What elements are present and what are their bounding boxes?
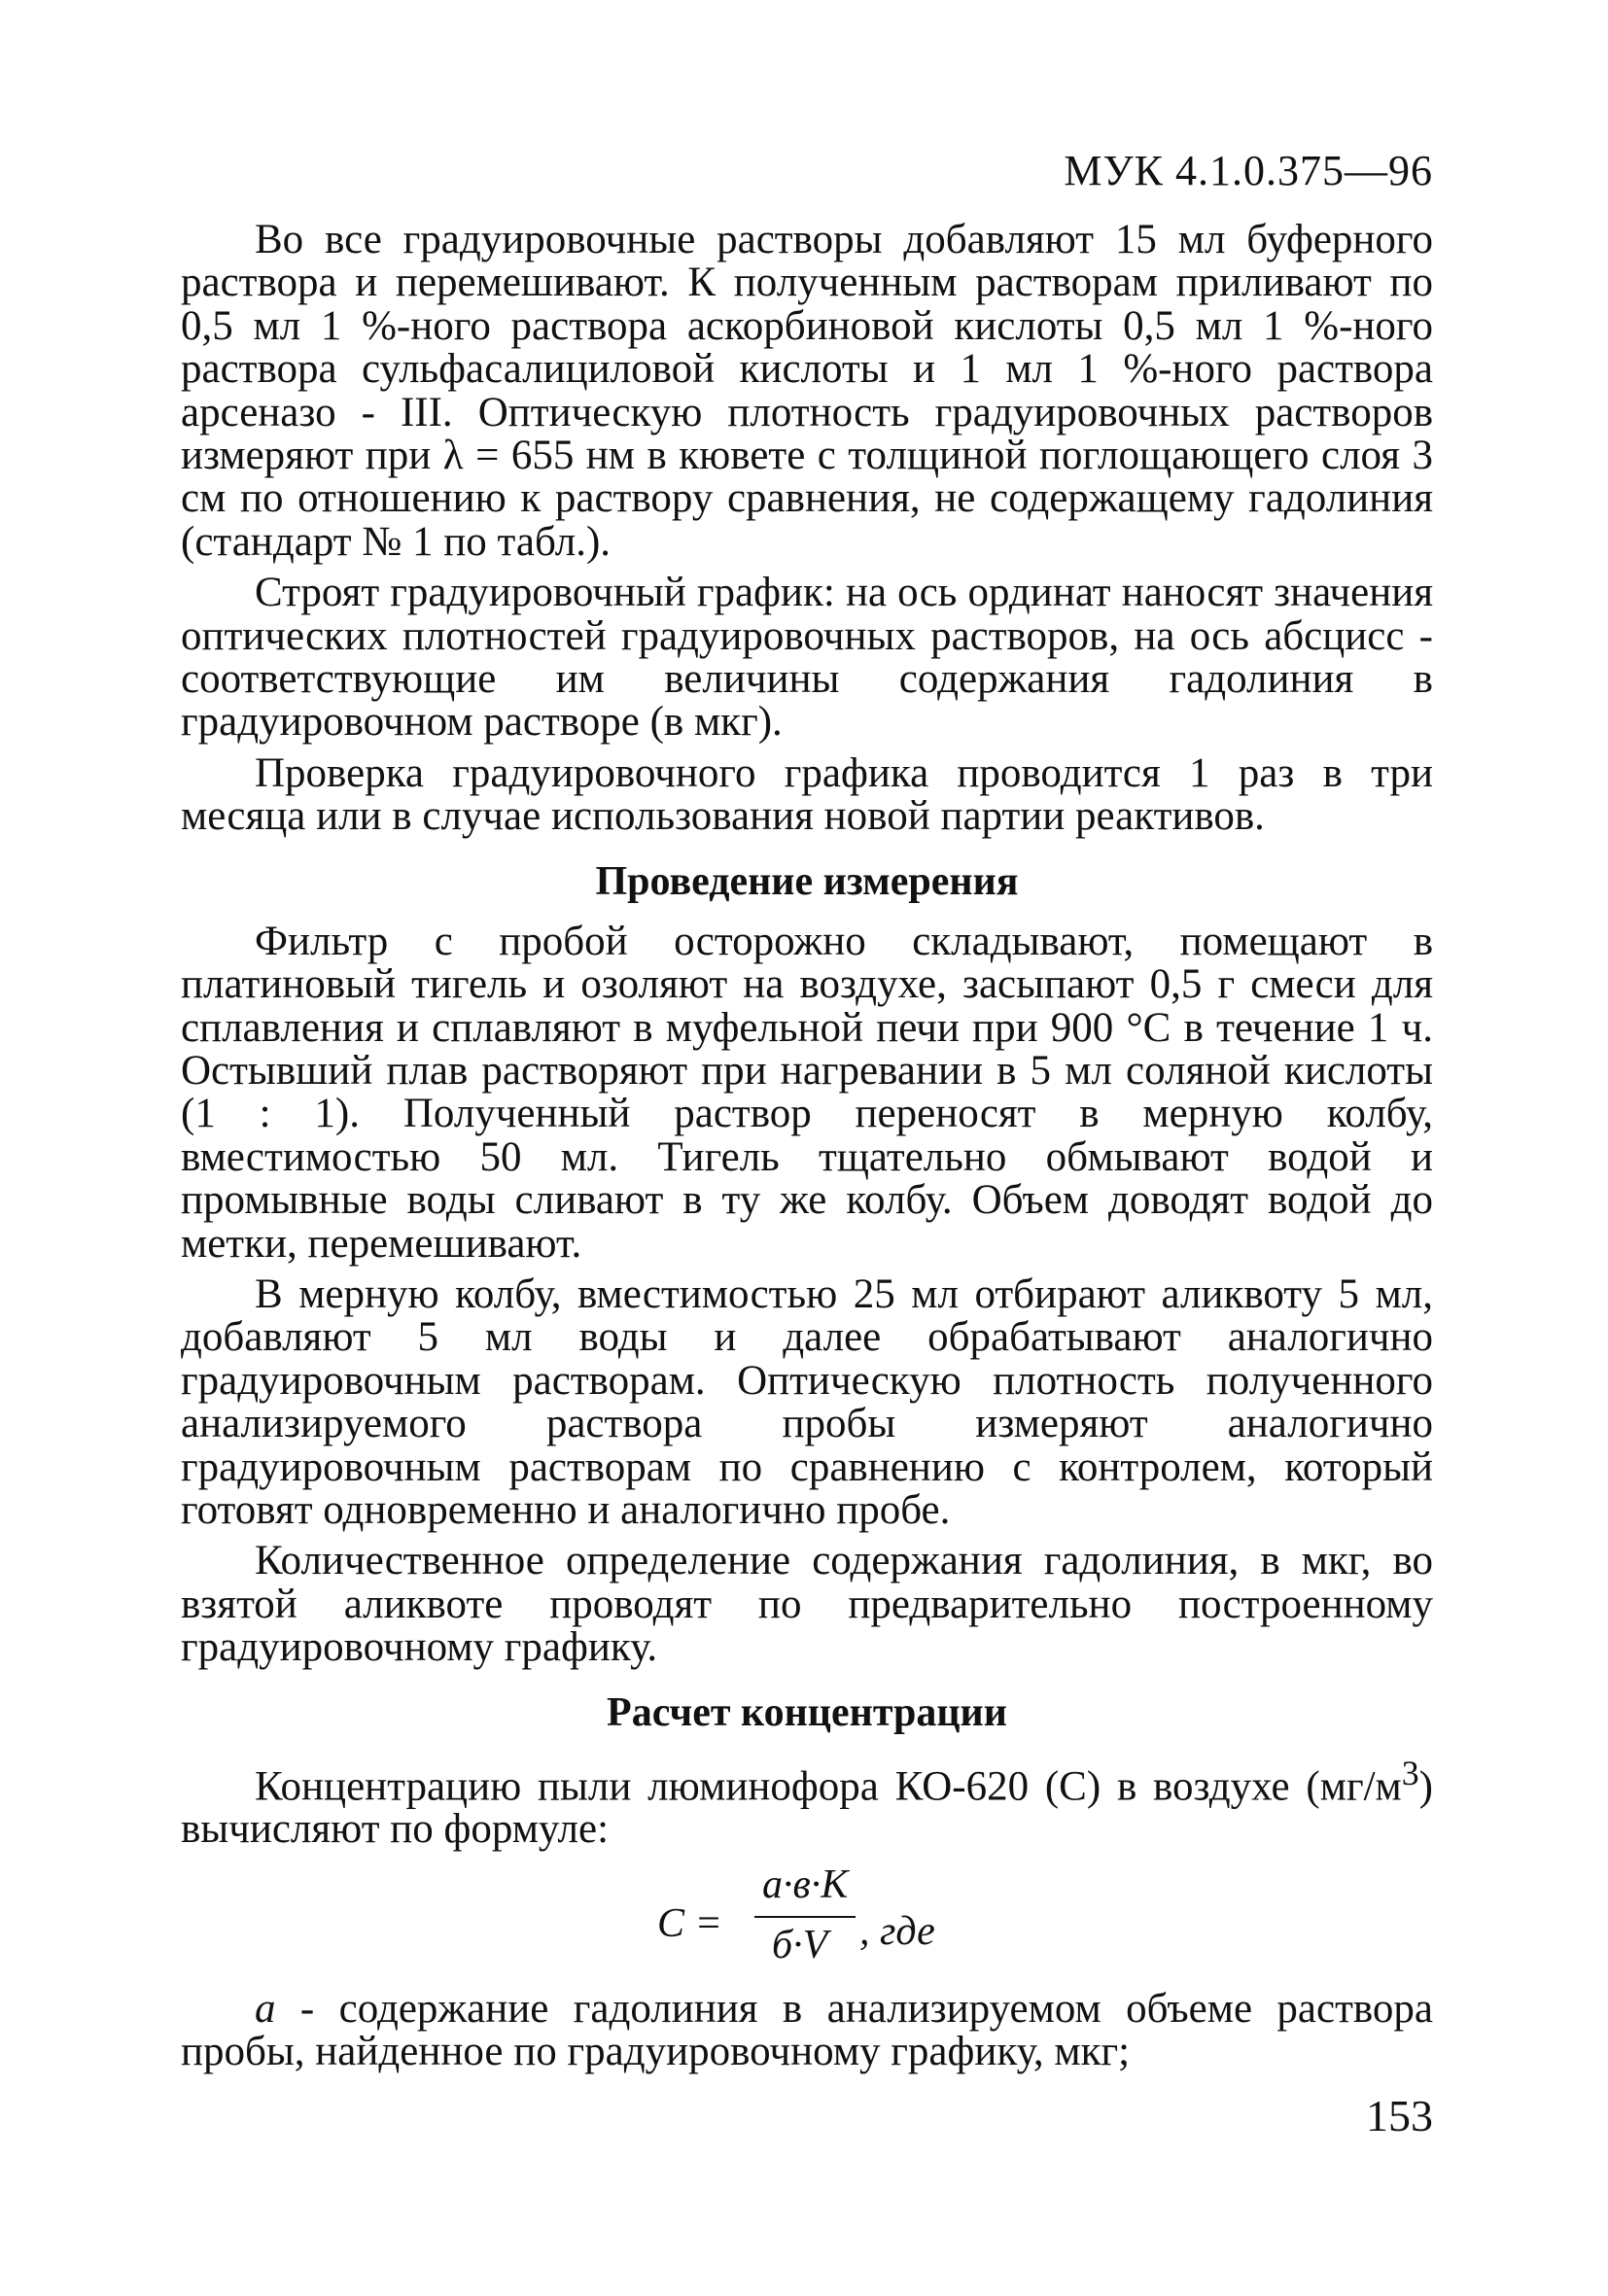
paragraph-aliquot: В мерную колбу, вместимостью 25 мл отбирают аликвоту 5 мл, добавляют 5 мл воды и далее обрабатывают аналогично градуировочным растворам. Оптическую плотность полученного анализируемого раствора пробы измеряют аналогично градуировочным растворам по сравнению с контролем, который готовят одновременно и аналогично пробе. [181, 1270, 1433, 1533]
superscript-three: 3 [1401, 1753, 1419, 1792]
formula-numerator: а·в·К [762, 1861, 849, 1907]
page-number: 153 [1366, 2091, 1433, 2140]
definition-a [181, 1985, 1433, 2075]
intro-text-end: ) вычисляют по формуле: [181, 1762, 1433, 1853]
formula-lhs: С = [657, 1900, 722, 1946]
heading-measurement: Проведение измерения [595, 858, 1019, 904]
paragraph-buffer-solutions: Во все градуировочные растворы добавляют 15 мл буферного раствора и перемешивают. К полученным растворам приливают по 0,5 мл 1 %-ного раствора аскорбиновой кислоты 0,5 мл 1 %-ного раствора сульфасалициловой кислоты и 1 мл 1 %-ного раствора арсеназо - III. Оптическую плотность градуировочных растворов измеряют при λ = 655 нм в кювете с толщиной поглощающего слоя 3 см по отношению к раствору сравнения, не содержащему гадолиния (стандарт № 1 по табл.). [181, 217, 1433, 565]
formula-denominator: б·V [772, 1922, 828, 1967]
document-code: МУК 4.1.0.375—96 [1064, 147, 1433, 194]
page-content [181, 219, 1433, 2082]
paragraph-graph-check: Проверка градуировочного графика проводится 1 раз в три месяца или в случае использования новой партии реактивов. [181, 749, 1433, 840]
variable-a: а [255, 1985, 276, 2032]
formula-tail: , где [859, 1908, 935, 1954]
paragraph-quantitative: Количественное определение содержания гадолиния, в мкг, во взятой аликвоте проводят по предварительно построенному градуировочному графику. [181, 1538, 1433, 1671]
definition-a-text: - содержание гадолиния в анализируемом объеме раствора пробы, найденное по градуировочному графику, мкг; [181, 1985, 1433, 2075]
fraction-bar [754, 1916, 856, 1918]
paragraph-concentration-intro [181, 1752, 1433, 1852]
intro-text: Концентрацию пыли люминофора КО-620 (С) в воздухе (мг/м [255, 1762, 1402, 1809]
heading-calculation: Расчет концентрации [607, 1689, 1007, 1735]
concentration-formula [181, 1863, 1433, 1980]
paragraph-calibration-graph: Строят градуировочный график: на ось ординат наносят значения оптических плотностей градуировочных растворов, на ось абсцисс - соответствующие им величины содержания гадолиния в градуировочном растворе (в мкг). [181, 570, 1433, 746]
paragraph-filter-procedure: Фильтр с пробой осторожно складывают, помещают в платиновый тигель и озоляют на воздухе, засыпают 0,5 г смеси для сплавления и сплавляют в муфельной печи при 900 °С в течение 1 ч. Остывший плав растворяют при нагревании в 5 мл соляной кислоты (1 : 1). Полученный раствор переносят в мерную колбу, вместимостью 50 мл. Тигель тщательно обмывают водой и промывные воды сливают в ту же колбу. Объем доводят водой до метки, перемешивают. [181, 918, 1433, 1267]
